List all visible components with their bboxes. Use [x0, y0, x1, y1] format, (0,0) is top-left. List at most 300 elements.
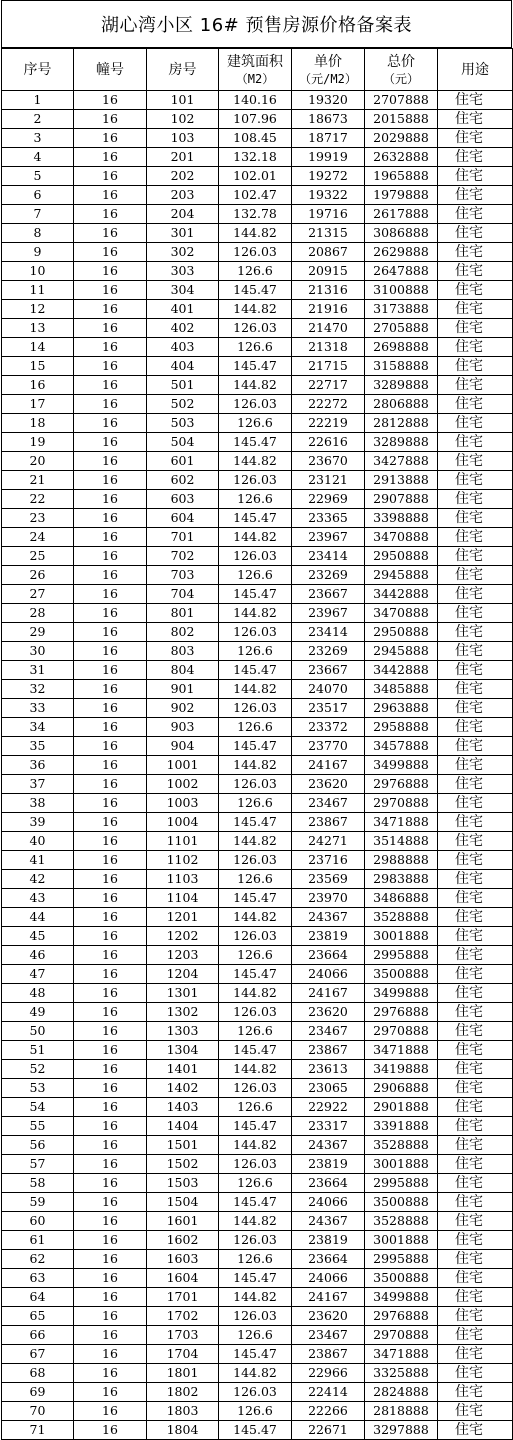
- unit-price-cell: 24066: [292, 1269, 365, 1288]
- table-row: [2, 585, 513, 604]
- seq-cell: 66: [2, 1326, 74, 1345]
- table-row: [2, 1326, 513, 1345]
- usage-cell: 住宅: [438, 243, 513, 262]
- room-cell: 1201: [147, 908, 219, 927]
- table-row: [2, 1060, 513, 1079]
- room-cell: 303: [147, 262, 219, 281]
- total-price-cell: 3173888: [365, 300, 438, 319]
- unit-price-cell: 24167: [292, 984, 365, 1003]
- building-cell: 16: [74, 642, 147, 661]
- area-cell: 144.82: [219, 604, 292, 623]
- building-cell: 16: [74, 832, 147, 851]
- room-cell: 302: [147, 243, 219, 262]
- seq-cell: 47: [2, 965, 74, 984]
- usage-cell: 住宅: [438, 851, 513, 870]
- seq-cell: 12: [2, 300, 74, 319]
- seq-cell: 4: [2, 148, 74, 167]
- total-price-cell: 3297888: [365, 1421, 438, 1440]
- unit-price-cell: 23970: [292, 889, 365, 908]
- table-row: [2, 1269, 513, 1288]
- total-price-cell: 3528888: [365, 1136, 438, 1155]
- room-cell: 204: [147, 205, 219, 224]
- table-row: [2, 718, 513, 737]
- seq-cell: 61: [2, 1231, 74, 1250]
- seq-cell: 65: [2, 1307, 74, 1326]
- total-price-cell: 3528888: [365, 908, 438, 927]
- room-cell: 1703: [147, 1326, 219, 1345]
- usage-cell: 住宅: [438, 357, 513, 376]
- unit-price-cell: 23819: [292, 1155, 365, 1174]
- table-row: [2, 509, 513, 528]
- area-cell: 126.03: [219, 699, 292, 718]
- header-total-price: [365, 49, 438, 91]
- header-area-unit: （M2）: [235, 71, 275, 86]
- room-cell: 703: [147, 566, 219, 585]
- area-cell: 144.82: [219, 1288, 292, 1307]
- area-cell: 145.47: [219, 1421, 292, 1440]
- table-row: [2, 870, 513, 889]
- area-cell: 126.03: [219, 927, 292, 946]
- unit-price-cell: 20867: [292, 243, 365, 262]
- building-cell: 16: [74, 433, 147, 452]
- room-cell: 1202: [147, 927, 219, 946]
- usage-cell: 住宅: [438, 1288, 513, 1307]
- building-cell: 16: [74, 756, 147, 775]
- unit-price-cell: 18673: [292, 110, 365, 129]
- table-row: [2, 1250, 513, 1269]
- header-building: 幢号: [74, 49, 147, 91]
- area-cell: 145.47: [219, 1269, 292, 1288]
- unit-price-cell: 23414: [292, 623, 365, 642]
- total-price-cell: 3086888: [365, 224, 438, 243]
- total-price-cell: 2907888: [365, 490, 438, 509]
- seq-cell: 54: [2, 1098, 74, 1117]
- seq-cell: 9: [2, 243, 74, 262]
- table-row: [2, 908, 513, 927]
- building-cell: 16: [74, 509, 147, 528]
- usage-cell: 住宅: [438, 1326, 513, 1345]
- area-cell: 126.03: [219, 623, 292, 642]
- seq-cell: 7: [2, 205, 74, 224]
- usage-cell: 住宅: [438, 509, 513, 528]
- table-header: [2, 49, 513, 91]
- building-cell: 16: [74, 395, 147, 414]
- unit-price-cell: 21315: [292, 224, 365, 243]
- total-price-cell: 3500888: [365, 1193, 438, 1212]
- usage-cell: 住宅: [438, 718, 513, 737]
- usage-cell: 住宅: [438, 186, 513, 205]
- area-cell: 102.47: [219, 186, 292, 205]
- unit-price-cell: 22969: [292, 490, 365, 509]
- area-cell: 144.82: [219, 984, 292, 1003]
- building-cell: 16: [74, 1022, 147, 1041]
- table-row: [2, 794, 513, 813]
- table-row: [2, 1231, 513, 1250]
- seq-cell: 60: [2, 1212, 74, 1231]
- building-cell: 16: [74, 262, 147, 281]
- unit-price-cell: 21316: [292, 281, 365, 300]
- table-row: [2, 1212, 513, 1231]
- unit-price-cell: 22616: [292, 433, 365, 452]
- unit-price-cell: 19272: [292, 167, 365, 186]
- building-cell: 16: [74, 566, 147, 585]
- building-cell: 16: [74, 547, 147, 566]
- total-price-cell: 3001888: [365, 1231, 438, 1250]
- unit-price-cell: 19716: [292, 205, 365, 224]
- total-price-cell: 2901888: [365, 1098, 438, 1117]
- price-table: [1, 48, 513, 1440]
- table-row: [2, 737, 513, 756]
- seq-cell: 17: [2, 395, 74, 414]
- area-cell: 144.82: [219, 908, 292, 927]
- table-row: [2, 1288, 513, 1307]
- usage-cell: 住宅: [438, 946, 513, 965]
- table-row: [2, 1079, 513, 1098]
- table-row: [2, 110, 513, 129]
- usage-cell: 住宅: [438, 756, 513, 775]
- unit-price-cell: 22717: [292, 376, 365, 395]
- room-cell: 1002: [147, 775, 219, 794]
- seq-cell: 51: [2, 1041, 74, 1060]
- building-cell: 16: [74, 718, 147, 737]
- area-cell: 145.47: [219, 1345, 292, 1364]
- header-row: [2, 49, 513, 91]
- unit-price-cell: 24167: [292, 1288, 365, 1307]
- seq-cell: 33: [2, 699, 74, 718]
- area-cell: 126.6: [219, 338, 292, 357]
- seq-cell: 49: [2, 1003, 74, 1022]
- table-row: [2, 756, 513, 775]
- usage-cell: 住宅: [438, 1269, 513, 1288]
- area-cell: 144.82: [219, 376, 292, 395]
- building-cell: 16: [74, 1155, 147, 1174]
- table-row: [2, 452, 513, 471]
- table-row: [2, 186, 513, 205]
- table-row: [2, 832, 513, 851]
- room-cell: 501: [147, 376, 219, 395]
- unit-price-cell: 24271: [292, 832, 365, 851]
- total-price-cell: 2976888: [365, 775, 438, 794]
- table-row: [2, 338, 513, 357]
- total-price-cell: 2913888: [365, 471, 438, 490]
- seq-cell: 13: [2, 319, 74, 338]
- seq-cell: 19: [2, 433, 74, 452]
- usage-cell: 住宅: [438, 623, 513, 642]
- usage-cell: 住宅: [438, 832, 513, 851]
- area-cell: 126.6: [219, 1174, 292, 1193]
- usage-cell: 住宅: [438, 604, 513, 623]
- usage-cell: 住宅: [438, 927, 513, 946]
- table-row: [2, 699, 513, 718]
- room-cell: 1704: [147, 1345, 219, 1364]
- usage-cell: 住宅: [438, 794, 513, 813]
- building-cell: 16: [74, 471, 147, 490]
- area-cell: 145.47: [219, 433, 292, 452]
- total-price-cell: 3419888: [365, 1060, 438, 1079]
- room-cell: 1204: [147, 965, 219, 984]
- seq-cell: 26: [2, 566, 74, 585]
- building-cell: 16: [74, 319, 147, 338]
- usage-cell: 住宅: [438, 547, 513, 566]
- seq-cell: 42: [2, 870, 74, 889]
- usage-cell: 住宅: [438, 1174, 513, 1193]
- total-price-cell: 3470888: [365, 604, 438, 623]
- area-cell: 126.03: [219, 1155, 292, 1174]
- table-row: [2, 889, 513, 908]
- room-cell: 802: [147, 623, 219, 642]
- room-cell: 404: [147, 357, 219, 376]
- total-price-cell: 2818888: [365, 1402, 438, 1421]
- unit-price-cell: 23664: [292, 946, 365, 965]
- area-cell: 144.82: [219, 680, 292, 699]
- table-row: [2, 1155, 513, 1174]
- unit-price-cell: 23467: [292, 794, 365, 813]
- table-row: [2, 813, 513, 832]
- room-cell: 804: [147, 661, 219, 680]
- total-price-cell: 2906888: [365, 1079, 438, 1098]
- area-cell: 126.03: [219, 1079, 292, 1098]
- total-price-cell: 3499888: [365, 756, 438, 775]
- building-cell: 16: [74, 110, 147, 129]
- unit-price-cell: 23467: [292, 1022, 365, 1041]
- area-cell: 126.6: [219, 1250, 292, 1269]
- seq-cell: 23: [2, 509, 74, 528]
- building-cell: 16: [74, 1193, 147, 1212]
- area-cell: 126.03: [219, 1383, 292, 1402]
- table-row: [2, 604, 513, 623]
- unit-price-cell: 22219: [292, 414, 365, 433]
- room-cell: 803: [147, 642, 219, 661]
- seq-cell: 3: [2, 129, 74, 148]
- area-cell: 144.82: [219, 224, 292, 243]
- building-cell: 16: [74, 908, 147, 927]
- room-cell: 1101: [147, 832, 219, 851]
- area-cell: 126.6: [219, 1402, 292, 1421]
- seq-cell: 1: [2, 91, 74, 110]
- room-cell: 503: [147, 414, 219, 433]
- total-price-cell: 2015888: [365, 110, 438, 129]
- seq-cell: 29: [2, 623, 74, 642]
- table-row: [2, 946, 513, 965]
- seq-cell: 45: [2, 927, 74, 946]
- unit-price-cell: 23620: [292, 1307, 365, 1326]
- table-row: [2, 224, 513, 243]
- seq-cell: 41: [2, 851, 74, 870]
- usage-cell: 住宅: [438, 414, 513, 433]
- total-price-cell: 2970888: [365, 1326, 438, 1345]
- room-cell: 203: [147, 186, 219, 205]
- room-cell: 304: [147, 281, 219, 300]
- total-price-cell: 2995888: [365, 1174, 438, 1193]
- usage-cell: 住宅: [438, 91, 513, 110]
- table-row: [2, 1098, 513, 1117]
- seq-cell: 55: [2, 1117, 74, 1136]
- usage-cell: 住宅: [438, 1307, 513, 1326]
- building-cell: 16: [74, 338, 147, 357]
- total-price-cell: 3470888: [365, 528, 438, 547]
- table-row: [2, 376, 513, 395]
- usage-cell: 住宅: [438, 224, 513, 243]
- seq-cell: 30: [2, 642, 74, 661]
- room-cell: 904: [147, 737, 219, 756]
- table-row: [2, 91, 513, 110]
- total-price-cell: 2629888: [365, 243, 438, 262]
- seq-cell: 68: [2, 1364, 74, 1383]
- building-cell: 16: [74, 357, 147, 376]
- room-cell: 1504: [147, 1193, 219, 1212]
- unit-price-cell: 23716: [292, 851, 365, 870]
- building-cell: 16: [74, 889, 147, 908]
- building-cell: 16: [74, 490, 147, 509]
- room-cell: 1304: [147, 1041, 219, 1060]
- total-price-cell: 3500888: [365, 965, 438, 984]
- area-cell: 126.6: [219, 490, 292, 509]
- seq-cell: 57: [2, 1155, 74, 1174]
- total-price-cell: 2995888: [365, 946, 438, 965]
- room-cell: 502: [147, 395, 219, 414]
- seq-cell: 31: [2, 661, 74, 680]
- unit-price-cell: 23967: [292, 528, 365, 547]
- building-cell: 16: [74, 1269, 147, 1288]
- header-total-price-label: 总价: [387, 53, 415, 70]
- area-cell: 126.6: [219, 946, 292, 965]
- seq-cell: 16: [2, 376, 74, 395]
- unit-price-cell: 21470: [292, 319, 365, 338]
- room-cell: 1403: [147, 1098, 219, 1117]
- unit-price-cell: 24167: [292, 756, 365, 775]
- room-cell: 604: [147, 509, 219, 528]
- total-price-cell: 3398888: [365, 509, 438, 528]
- total-price-cell: 3442888: [365, 585, 438, 604]
- seq-cell: 38: [2, 794, 74, 813]
- room-cell: 1803: [147, 1402, 219, 1421]
- unit-price-cell: 22414: [292, 1383, 365, 1402]
- area-cell: 145.47: [219, 889, 292, 908]
- unit-price-cell: 23620: [292, 1003, 365, 1022]
- total-price-cell: 2824888: [365, 1383, 438, 1402]
- total-price-cell: 2812888: [365, 414, 438, 433]
- building-cell: 16: [74, 452, 147, 471]
- usage-cell: 住宅: [438, 566, 513, 585]
- unit-price-cell: 21715: [292, 357, 365, 376]
- room-cell: 504: [147, 433, 219, 452]
- total-price-cell: 2983888: [365, 870, 438, 889]
- area-cell: 145.47: [219, 661, 292, 680]
- table-row: [2, 167, 513, 186]
- usage-cell: 住宅: [438, 889, 513, 908]
- table-row: [2, 1402, 513, 1421]
- seq-cell: 37: [2, 775, 74, 794]
- building-cell: 16: [74, 1307, 147, 1326]
- room-cell: 403: [147, 338, 219, 357]
- unit-price-cell: 23867: [292, 813, 365, 832]
- building-cell: 16: [74, 1383, 147, 1402]
- room-cell: 1301: [147, 984, 219, 1003]
- unit-price-cell: 23967: [292, 604, 365, 623]
- area-cell: 145.47: [219, 509, 292, 528]
- seq-cell: 21: [2, 471, 74, 490]
- unit-price-cell: 18717: [292, 129, 365, 148]
- usage-cell: 住宅: [438, 1155, 513, 1174]
- usage-cell: 住宅: [438, 148, 513, 167]
- unit-price-cell: 23269: [292, 642, 365, 661]
- usage-cell: 住宅: [438, 1098, 513, 1117]
- room-cell: 1401: [147, 1060, 219, 1079]
- area-cell: 144.82: [219, 1136, 292, 1155]
- unit-price-cell: 23670: [292, 452, 365, 471]
- area-cell: 126.03: [219, 1307, 292, 1326]
- room-cell: 702: [147, 547, 219, 566]
- area-cell: 126.6: [219, 642, 292, 661]
- unit-price-cell: 23517: [292, 699, 365, 718]
- area-cell: 126.6: [219, 414, 292, 433]
- seq-cell: 39: [2, 813, 74, 832]
- seq-cell: 22: [2, 490, 74, 509]
- total-price-cell: 2970888: [365, 794, 438, 813]
- total-price-cell: 2945888: [365, 566, 438, 585]
- area-cell: 126.6: [219, 1022, 292, 1041]
- unit-price-cell: 23372: [292, 718, 365, 737]
- room-cell: 1503: [147, 1174, 219, 1193]
- unit-price-cell: 23467: [292, 1326, 365, 1345]
- area-cell: 144.82: [219, 1212, 292, 1231]
- total-price-cell: 2963888: [365, 699, 438, 718]
- sheet-title: 湖心湾小区 16# 预售房源价格备案表: [1, 0, 512, 48]
- building-cell: 16: [74, 1079, 147, 1098]
- total-price-cell: 2950888: [365, 547, 438, 566]
- building-cell: 16: [74, 414, 147, 433]
- building-cell: 16: [74, 1117, 147, 1136]
- seq-cell: 8: [2, 224, 74, 243]
- unit-price-cell: 23664: [292, 1174, 365, 1193]
- total-price-cell: 3514888: [365, 832, 438, 851]
- table-row: [2, 1136, 513, 1155]
- seq-cell: 10: [2, 262, 74, 281]
- seq-cell: 28: [2, 604, 74, 623]
- unit-price-cell: 22966: [292, 1364, 365, 1383]
- table-row: [2, 262, 513, 281]
- building-cell: 16: [74, 1041, 147, 1060]
- unit-price-cell: 22922: [292, 1098, 365, 1117]
- usage-cell: 住宅: [438, 1136, 513, 1155]
- building-cell: 16: [74, 281, 147, 300]
- unit-price-cell: 23667: [292, 585, 365, 604]
- total-price-cell: 2970888: [365, 1022, 438, 1041]
- total-price-cell: 3442888: [365, 661, 438, 680]
- building-cell: 16: [74, 1003, 147, 1022]
- room-cell: 301: [147, 224, 219, 243]
- room-cell: 701: [147, 528, 219, 547]
- total-price-cell: 1979888: [365, 186, 438, 205]
- unit-price-cell: 19320: [292, 91, 365, 110]
- table-row: [2, 566, 513, 585]
- unit-price-cell: 23317: [292, 1117, 365, 1136]
- room-cell: 801: [147, 604, 219, 623]
- area-cell: 126.6: [219, 718, 292, 737]
- total-price-cell: 3471888: [365, 1345, 438, 1364]
- building-cell: 16: [74, 129, 147, 148]
- header-room: 房号: [147, 49, 219, 91]
- room-cell: 1104: [147, 889, 219, 908]
- unit-price-cell: 19919: [292, 148, 365, 167]
- unit-price-cell: 23620: [292, 775, 365, 794]
- total-price-cell: 3001888: [365, 1155, 438, 1174]
- room-cell: 1702: [147, 1307, 219, 1326]
- usage-cell: 住宅: [438, 281, 513, 300]
- area-cell: 145.47: [219, 737, 292, 756]
- building-cell: 16: [74, 1231, 147, 1250]
- table-row: [2, 300, 513, 319]
